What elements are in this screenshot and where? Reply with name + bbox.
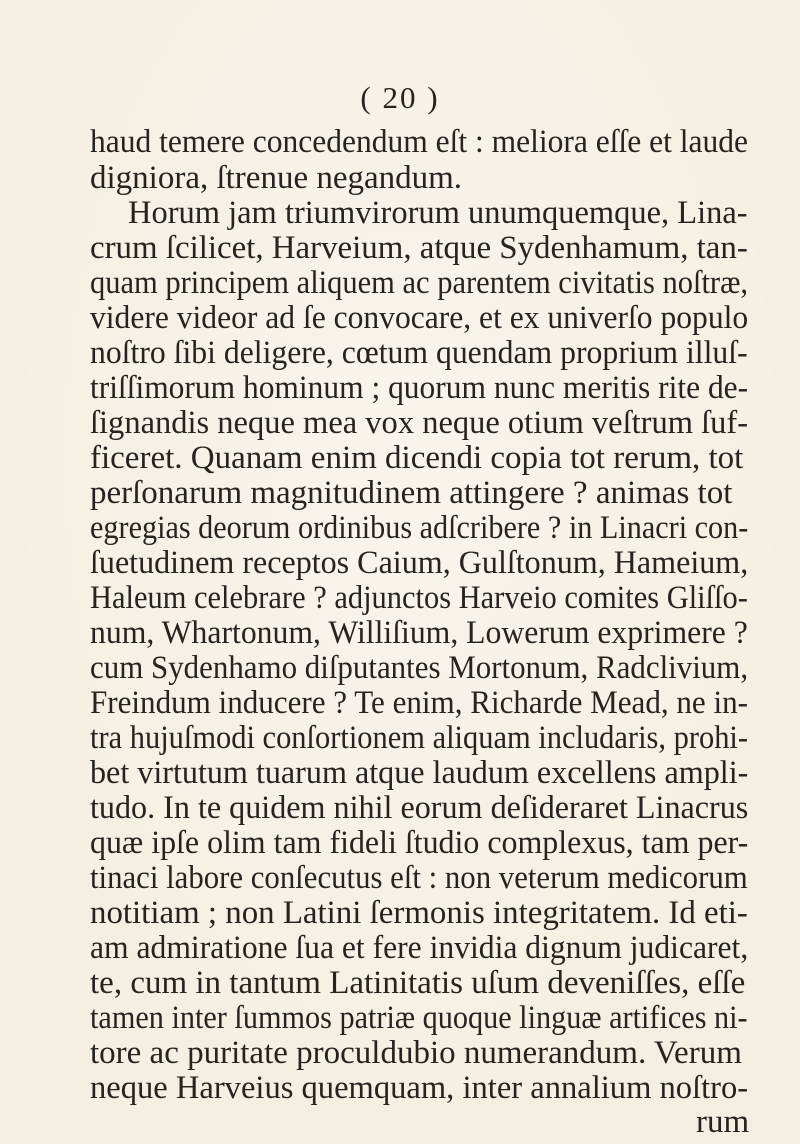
text-line: digniora, ſtrenue negandum. (90, 160, 463, 196)
text-line: perſonarum magnitudinem attingere ? animas tot (90, 475, 733, 511)
text-line: ſuetudinem receptos Caium, Gulſtonum, Hameium, (90, 545, 749, 581)
text-line: rum (696, 1104, 750, 1140)
text-line: cum Sydenhamo diſputantes Mortonum, Radclivium, (90, 650, 749, 686)
text-line: tinaci labore conſecutus eſt : non veterum medicorum (90, 860, 748, 896)
text-line: quæ ipſe olim tam fideli ſtudio complexus, tam per- (90, 825, 749, 861)
text-line: tra hujuſmodi conſortionem aliquam includaris, prohi- (90, 720, 749, 756)
text-line: crum ſcilicet, Harveium, atque Sydenhamum, tan- (90, 230, 748, 266)
text-line: ficeret. Quanam enim dicendi copia tot rerum, tot (90, 440, 744, 476)
page-number: ( 20 ) (360, 80, 440, 115)
text-line: triſſimorum hominum ; quorum nunc meritis rite de- (90, 370, 749, 406)
text-line: num, Whartonum, Williſium, Lowerum exprimere ? (90, 615, 748, 651)
text-line: Haleum celebrare ? adjunctos Harveio comites Gliſſo- (90, 580, 748, 616)
text-line: tudo. In te quidem nihil eorum deſideraret Linacrus (90, 790, 749, 826)
text-line: am admiratione ſua et fere invidia dignum judicaret, (90, 930, 749, 966)
text-line: quam principem aliquem ac parentem civitatis noſtræ, (90, 265, 749, 301)
text-line: Freindum inducere ? Te enim, Richarde Mead, ne in- (90, 685, 748, 721)
text-line: haud temere concedendum eſt : meliora eſſe et laude (90, 124, 749, 160)
text-line: neque Harveius quemquam, inter annalium noſtro- (90, 1070, 749, 1106)
text-line: videre videor ad ſe convocare, et ex univerſo populo (90, 300, 749, 336)
text-line: ſignandis neque mea vox neque otium veſtrum ſuf- (90, 405, 749, 441)
text-line: egregias deorum ordinibus adſcribere ? in Linacri con- (90, 510, 749, 546)
text-line: bet virtutum tuarum atque laudum excellens ampli- (90, 755, 749, 791)
text-line: tamen inter ſummos patriæ quoque linguæ artifices ni- (90, 1000, 748, 1036)
text-line: notitiam ; non Latini ſermonis integritatem. Id eti- (90, 895, 748, 931)
text-line: Horum jam triumvirorum unumquemque, Lina- (128, 195, 748, 231)
text-line: noſtro ſibi deligere, cœtum quendam proprium illuſ- (90, 335, 748, 371)
text-line: te, cum in tantum Latinitatis uſum deveniſſes, eſſe (90, 965, 746, 1001)
text-line: tore ac puritate proculdubio numerandum. Verum (90, 1035, 742, 1071)
